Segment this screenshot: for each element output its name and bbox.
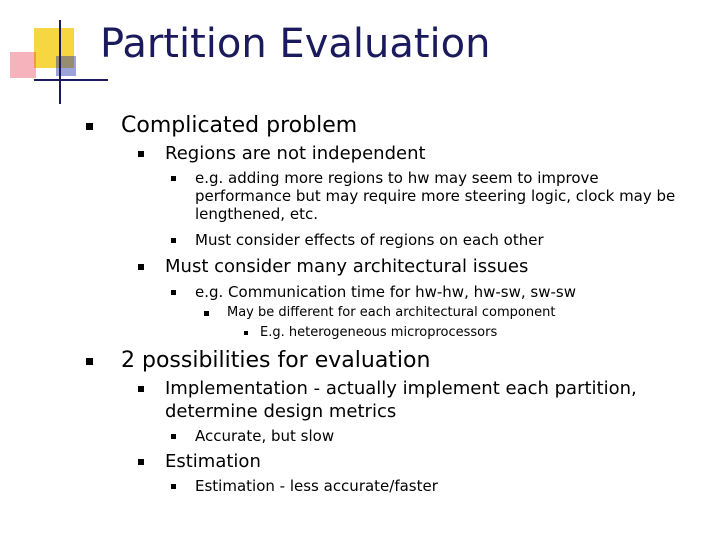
bullet-text-line: Implementation - actually implement each partition,	[165, 378, 637, 399]
square-bullet-icon	[171, 484, 176, 489]
bullet-effects-of-regions	[171, 231, 544, 249]
bullet-text-line: performance but may require more steering logic, clock may be	[195, 187, 676, 205]
bullet-text: E.g. heterogeneous microprocessors	[260, 325, 498, 340]
bullet-text: Estimation - less accurate/faster	[195, 477, 438, 495]
bullet-implementation	[138, 377, 637, 423]
bullet-text: Complicated problem	[121, 113, 358, 138]
square-bullet-icon	[171, 434, 176, 439]
deco-red-square	[10, 52, 36, 78]
slide-title: Partition Evaluation	[100, 21, 491, 67]
bullet-heterogeneous-microprocessors	[244, 325, 497, 341]
square-bullet-icon	[171, 290, 176, 295]
bullet-text: Estimation	[165, 451, 261, 472]
square-bullet-icon	[138, 386, 144, 392]
bullet-text: Accurate, but slow	[195, 427, 335, 445]
square-bullet-icon	[86, 358, 93, 365]
bullet-accurate-but-slow	[171, 427, 334, 445]
bullet-text: 2 possibilities for evaluation	[121, 348, 431, 373]
bullet-complicated-problem	[86, 112, 357, 140]
bullet-text-line: e.g. adding more regions to hw may seem to improve	[195, 169, 599, 187]
square-bullet-icon	[138, 264, 144, 270]
bullet-text: e.g. Communication time for hw-hw, hw-sw, sw-sw	[195, 283, 576, 301]
bullet-two-possibilities	[86, 347, 430, 375]
bullet-architectural-issues	[138, 255, 528, 278]
bullet-estimation	[138, 450, 261, 473]
bullet-text-line: determine design metrics	[165, 401, 397, 422]
square-bullet-icon	[204, 311, 209, 316]
bullet-different-per-component	[204, 305, 555, 321]
bullet-text: Must consider effects of regions on each other	[195, 231, 544, 249]
bullet-text-line: lengthened, etc.	[195, 205, 318, 223]
square-bullet-icon	[171, 238, 176, 243]
square-bullet-icon	[138, 459, 144, 465]
title-decoration	[0, 0, 110, 110]
bullet-text: May be different for each architectural component	[227, 305, 556, 320]
bullet-communication-time	[171, 283, 576, 301]
square-bullet-icon	[86, 123, 93, 130]
square-bullet-icon	[244, 331, 248, 335]
bullet-adding-regions	[171, 169, 675, 223]
square-bullet-icon	[138, 151, 144, 157]
bullet-text: Must consider many architectural issues	[165, 256, 529, 277]
bullet-estimation-less-accurate	[171, 477, 438, 495]
bullet-regions-not-independent	[138, 142, 426, 165]
bullet-text: Regions are not independent	[165, 143, 426, 164]
square-bullet-icon	[171, 176, 176, 181]
